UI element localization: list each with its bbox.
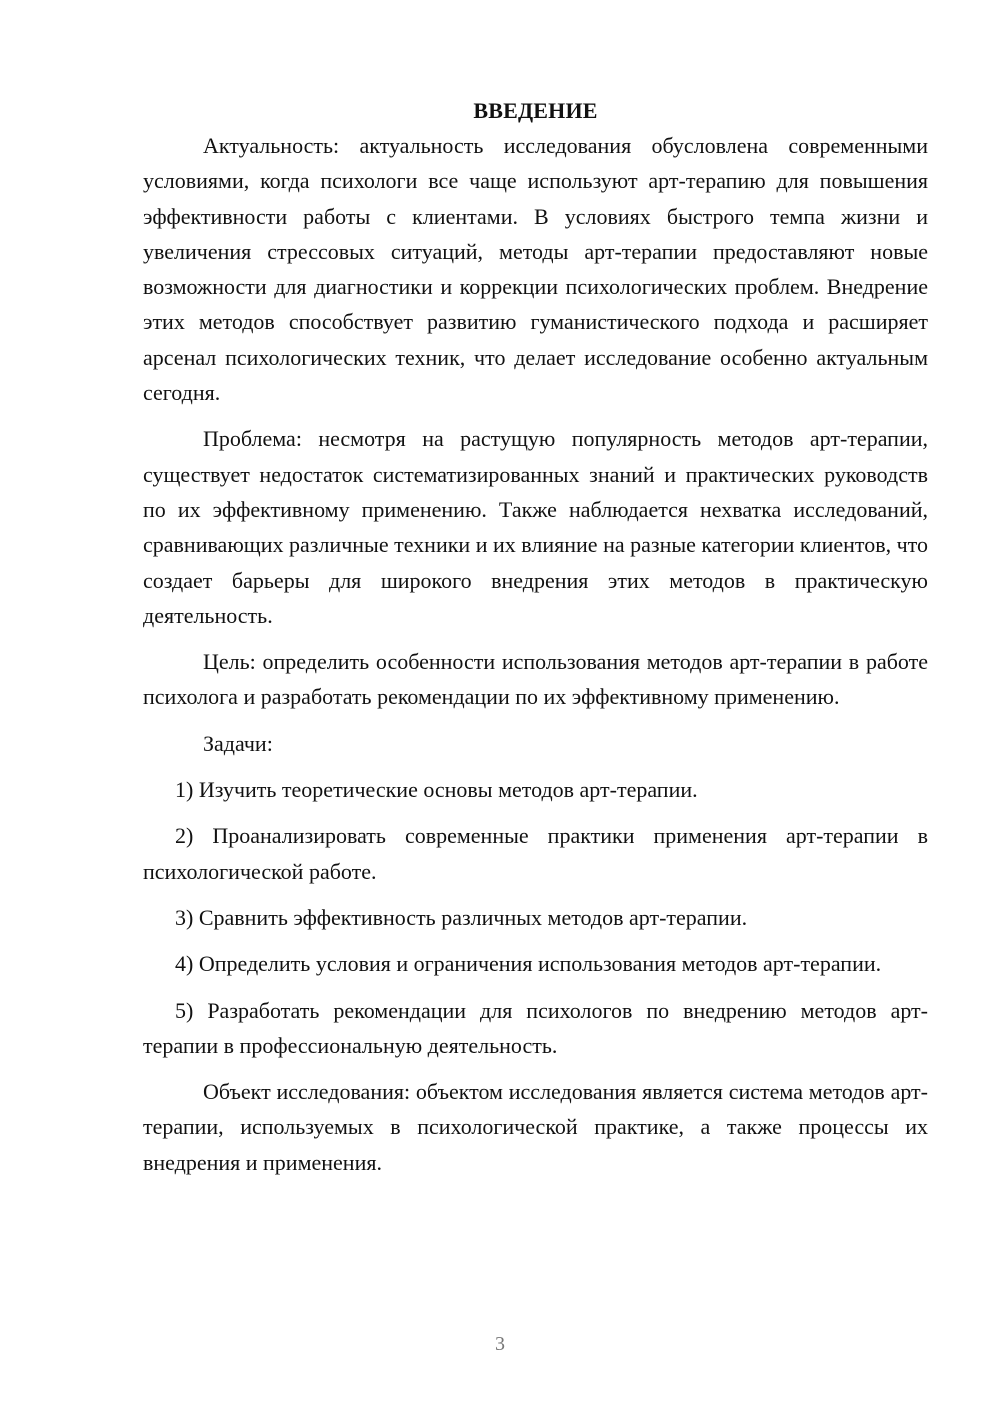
section-heading: ВВЕДЕНИЕ — [473, 98, 598, 123]
task-item: 4) Определить условия и ограничения использования методов арт-терапии. — [175, 951, 882, 977]
document-page — [143, 96, 928, 1191]
paragraph-problem: Проблема: несмотря на растущую популярность методов арт-терапии, существует недостаток систематизированных знаний и практических руководств по их эффективному применению. Также наблюдается нехватка исследований, сравнивающих различные техники и их влияние на разные категории клиентов, что создает барьеры для широкого внедрения этих методов в практическую деятельность. — [143, 426, 928, 628]
paragraph-object: Объект исследования: объектом исследования является система методов арт-терапии, используемых в психологической практике, а также процессы их внедрения и применения. — [143, 1079, 928, 1175]
paragraph-goal: Цель: определить особенности использования методов арт-терапии в работе психолога и разработать рекомендации по их эффективному применению. — [143, 649, 928, 710]
task-item: 2) Проанализировать современные практики применения арт-терапии в психологической работе. — [143, 823, 928, 884]
task-item: 3) Сравнить эффективность различных методов арт-терапии. — [175, 904, 748, 930]
paragraph-relevance: Актуальность: актуальность исследования обусловлена современными условиями, когда психологи все чаще используют арт-терапию для повышения эффективности работы с клиентами. В условиях быстрого темпа жизни и увеличения стрессовых ситуаций, методы арт-терапии предоставляют новые возможности для диагностики и коррекции психологических проблем. Внедрение этих методов способствует развитию гуманистического подхода и расширяет арсенал психологических техник, что делает исследование особенно актуальным сегодня. — [143, 133, 928, 406]
task-item: 5) Разработать рекомендации для психологов по внедрению методов арт-терапии в профессиональную деятельность. — [143, 997, 928, 1058]
tasks-title: Задачи: — [203, 730, 273, 756]
task-item: 1) Изучить теоретические основы методов арт-терапии. — [175, 777, 698, 803]
page-number: 3 — [495, 1333, 505, 1355]
